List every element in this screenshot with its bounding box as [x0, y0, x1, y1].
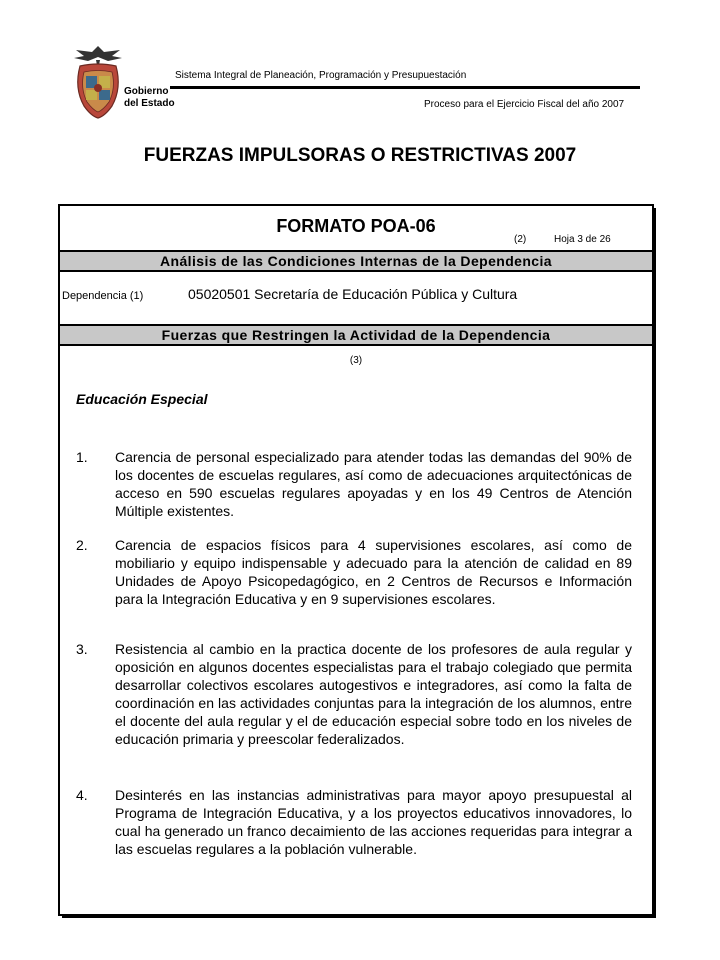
- form-frame: [58, 204, 654, 916]
- government-line-1: Gobierno: [124, 86, 169, 97]
- page-ref: (2): [514, 234, 527, 245]
- internal-conditions-band: Análisis de las Condiciones Internas de la Dependencia: [60, 250, 652, 272]
- restricting-forces-band: Fuerzas que Restringen la Actividad de la Dependencia: [60, 324, 652, 346]
- section-heading: Educación Especial: [76, 391, 208, 407]
- item-number: 2.: [76, 537, 88, 553]
- list-item: [76, 786, 632, 858]
- system-title: Sistema Integral de Planeación, Programación y Presupuestación: [175, 70, 467, 81]
- section-number: (3): [349, 355, 363, 366]
- government-line-2: del Estado: [124, 98, 175, 109]
- dependencia-value: 05020501 Secretaría de Educación Pública y Cultura: [188, 286, 518, 302]
- item-text: Resistencia al cambio en la practica docente de los profesores de aula regular y oposición en algunos docentes especialistas para el trabajo colegiado que permita desarrollar colectivos escolares autogestivos e integradores, así como la falta de coordinación en las actividades conjuntas para la integración de los alumnos, entre el docente del aula regular y el de educación especial sobre todo en los niveles de educación primaria y preescolar federalizados.: [115, 641, 632, 747]
- fiscal-process: Proceso para el Ejercicio Fiscal del año 2007: [424, 99, 625, 110]
- header-divider: [170, 86, 640, 89]
- item-number: 3.: [76, 641, 88, 657]
- list-item: [76, 640, 632, 748]
- sheet-number: Hoja 3 de 26: [554, 234, 611, 245]
- item-number: 4.: [76, 787, 88, 803]
- item-text: Carencia de personal especializado para atender todas las demandas del 90% de los docentes de escuelas regulares, así como de adecuaciones arquitectónicas de acceso en 590 escuelas regulares apoyadas y en los 49 Centros de Atención Múltiple existentes.: [115, 449, 632, 519]
- item-text: Desinterés en las instancias administrativas para mayor apoyo presupuestal al Programa de Integración Educativa, y a los proyectos educativos innovadores, lo cual ha generado un franco decaimiento de las acciones requeridas para integrar a las escuelas regulares a la población vulnerable.: [115, 787, 632, 857]
- list-item: [76, 536, 632, 608]
- dependencia-label: Dependencia (1): [62, 290, 144, 302]
- list-item: [76, 448, 632, 520]
- formato-title: FORMATO POA-06: [276, 216, 436, 236]
- page-title: FUERZAS IMPULSORAS O RESTRICTIVAS 2007: [143, 145, 577, 166]
- item-text: Carencia de espacios físicos para 4 supervisiones escolares, así como de mobiliario y equipo indispensable y adecuado para la atención de calidad en 89 Unidades de Apoyo Psicopedagógico, en 2 Centros de Recursos e Información para la Integración Educativa y en 9 supervisiones escolares.: [115, 537, 632, 607]
- state-coat-of-arms-icon: [72, 44, 124, 120]
- government-label: [124, 86, 175, 110]
- item-number: 1.: [76, 449, 88, 465]
